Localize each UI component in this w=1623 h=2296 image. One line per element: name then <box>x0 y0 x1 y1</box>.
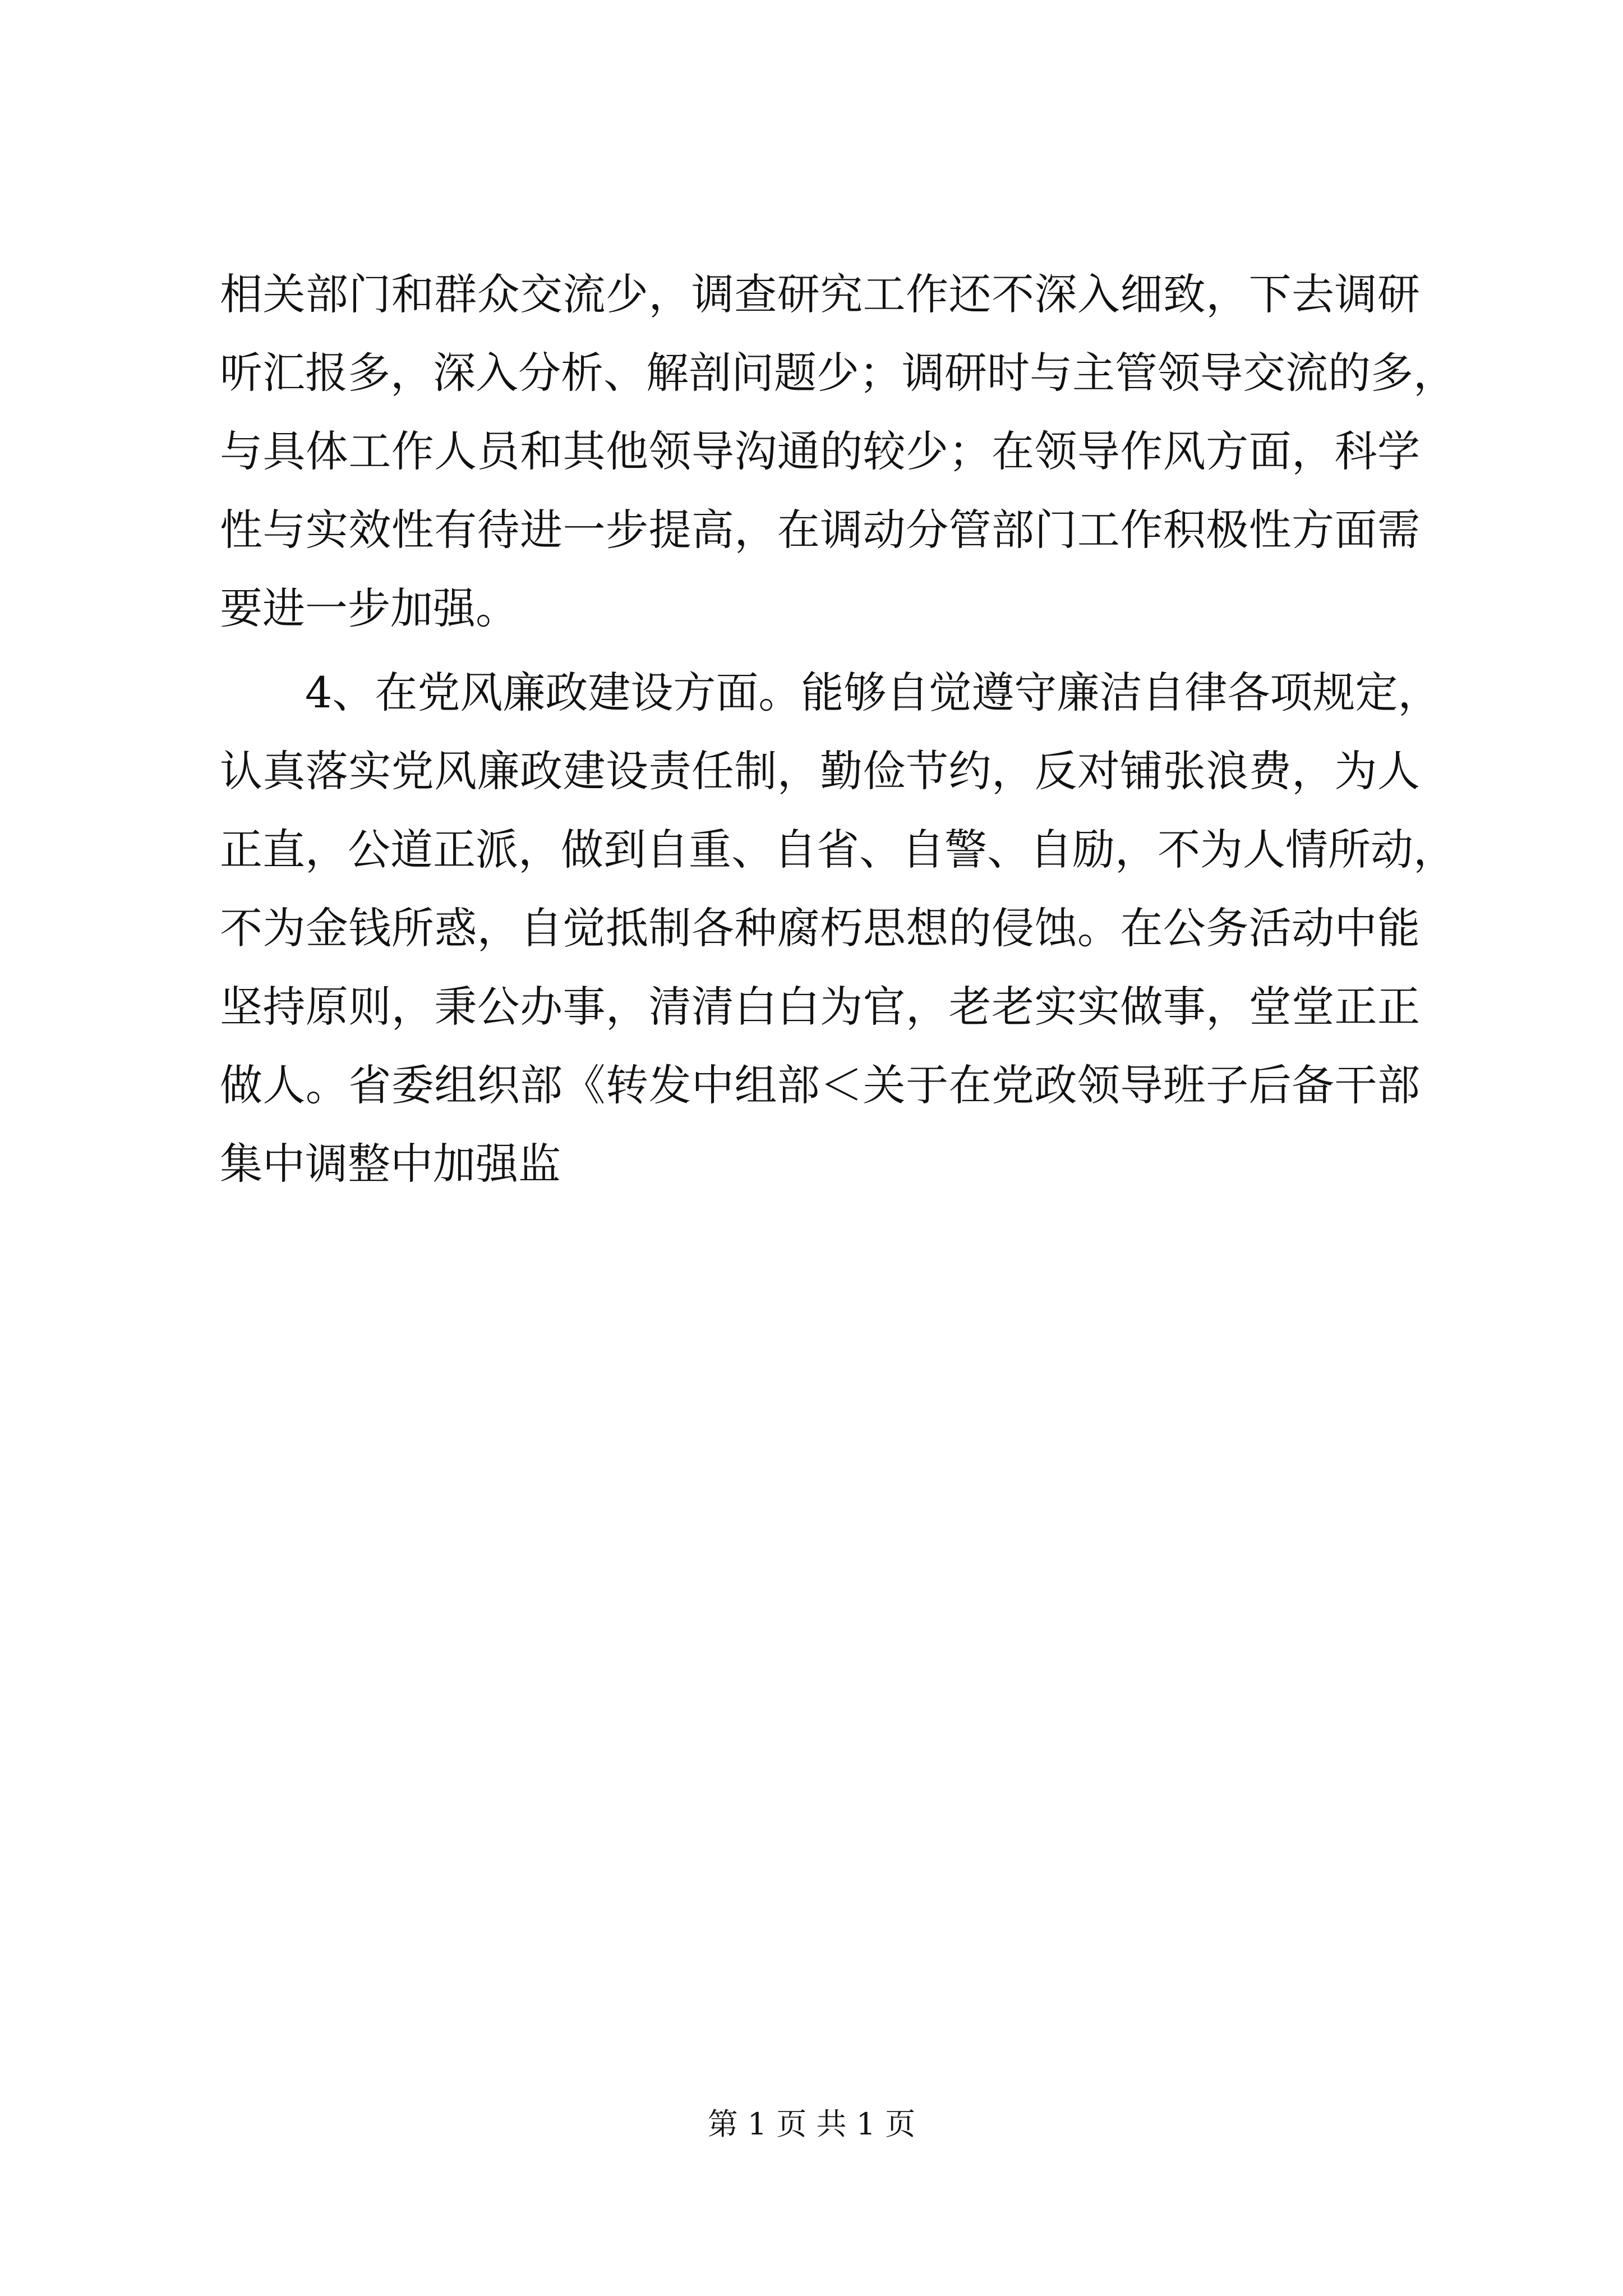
paragraph-line: 认真落实党风廉政建设责任制，勤俭节约，反对铺张浪费，为人 <box>220 746 1420 796</box>
paragraph-line: 不为金钱所惑，自觉抵制各种腐朽思想的侵蚀。在公务活动中能 <box>220 903 1420 953</box>
paragraph-1 <box>220 255 1456 648</box>
paragraph-line: 集中调整中加强监 <box>220 1139 561 1189</box>
paragraph-line: 坚持原则，秉公办事，清清白白为官，老老实实做事，堂堂正正 <box>220 982 1420 1032</box>
paragraph-line: 正直，公道正派，做到自重、自省、自警、自励，不为人情所动， <box>220 825 1456 875</box>
paragraph-line: 4、在党风廉政建设方面。能够自觉遵守廉洁自律各项规定， <box>305 668 1441 717</box>
page-footer: 第 1 页 共 1 页 <box>707 2106 916 2142</box>
paragraph-2 <box>220 654 1456 1203</box>
paragraph-line: 做人。省委组织部《转发中组部＜关于在党政领导班子后备干部 <box>220 1060 1420 1110</box>
paragraph-line: 相关部门和群众交流少，调查研究工作还不深入细致，下去调研 <box>220 269 1420 319</box>
paragraph-line: 性与实效性有待进一步提高，在调动分管部门工作积极性方面需 <box>220 505 1420 555</box>
paragraph-line: 听汇报多，深入分析、解剖问题少；调研时与主管领导交流的多， <box>220 348 1456 398</box>
document-body <box>220 255 1456 1203</box>
paragraph-line: 与具体工作人员和其他领导沟通的较少；在领导作风方面，科学 <box>220 426 1420 476</box>
paragraph-line: 要进一步加强。 <box>220 583 518 633</box>
paragraph-gap <box>220 648 1420 654</box>
